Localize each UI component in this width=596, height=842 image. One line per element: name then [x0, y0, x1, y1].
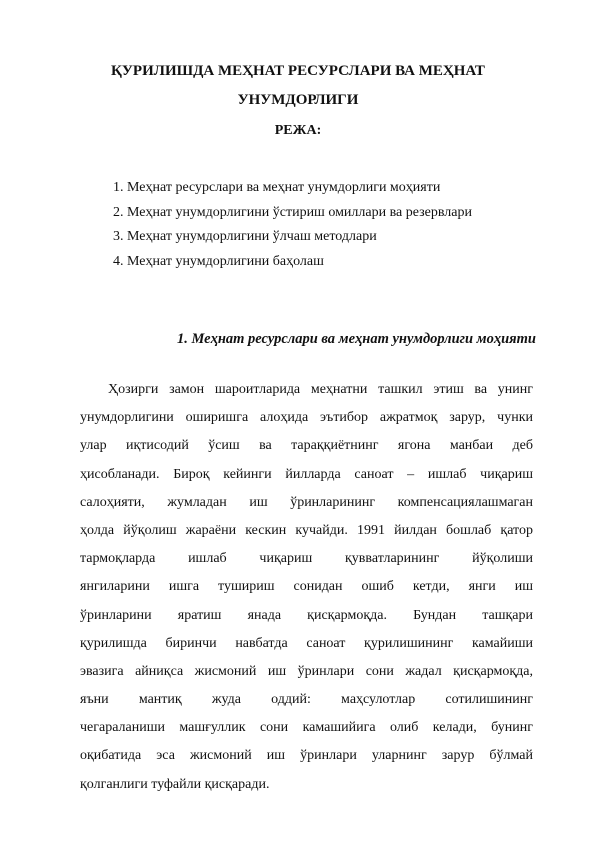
plan-item: 2. Меҳнат унумдорлигини ўстириш омиллари ва резервлари [113, 204, 472, 220]
plan-heading: РЕЖА: [274, 123, 322, 138]
paragraph-line: янгиларини ишга тушириш сонидан ошиб кетди, янги иш [80, 579, 533, 595]
paragraph-line: ҳолда йўқолиш жараёни кескин кучайди. 1991 йилдан бошлаб қатор [80, 522, 533, 538]
paragraph-line: оқибатида эса жисмоний иш ўринлари уларнинг зарур бўлмай [80, 748, 533, 764]
paragraph-line: салоҳияти, жумладан иш ўринларининг компенсациялашмаган [80, 494, 533, 510]
title-line-2: УНУМДОРЛИГИ [237, 92, 359, 108]
paragraph-line: ўринларини яратиш янада қисқармоқда. Бундан ташқари [80, 607, 533, 623]
paragraph-line: қурилишда биринчи навбатда саноат қурилишининг камайиши [80, 635, 533, 651]
plan-item: 4. Меҳнат унумдорлигини баҳолаш [113, 253, 324, 269]
plan-list [113, 176, 472, 274]
paragraph-line: чегараланиши машғуллик сони камашийига олиб келади, бунинг [80, 720, 533, 736]
document-title [70, 57, 526, 115]
paragraph-line: унумдорлигини оширишга алоҳида эътибор ажратмоқ зарур, чунки [80, 410, 533, 426]
paragraph-line: ҳисобланади. Бироқ кейинги йилларда саноат – ишлаб чиқариш [80, 466, 533, 482]
plan-item: 3. Меҳнат унумдорлигини ўлчаш методлари [113, 229, 377, 244]
section-heading: 1. Меҳнат ресурслари ва меҳнат унумдорлиги моҳияти [176, 331, 536, 347]
body-paragraph [80, 376, 533, 799]
plan-item: 1. Меҳнат ресурслари ва меҳнат унумдорлиги моҳияти [113, 180, 441, 195]
paragraph-line: Ҳозирги замон шароитларида меҳнатни ташкил этиш ва унинг [108, 382, 533, 397]
paragraph-line: тармоқларда ишлаб чиқариш қувватларининг йўқолиши [80, 551, 533, 567]
title-line-1: ҚУРИЛИШДА МЕҲНАТ РЕСУРСЛАРИ ВА МЕҲНАТ [111, 63, 485, 79]
paragraph-line: эвазига айниқса жисмоний иш ўринлари сони жадал қисқармоқда, [80, 663, 533, 679]
paragraph-line: қолганлиги туфайли қисқаради. [80, 776, 270, 792]
paragraph-line: яъни мантиқ жуда оддий: маҳсулотлар сотилишининг [80, 692, 533, 708]
paragraph-line: улар иқтисодий ўсиш ва тараққиётнинг ягона манбаи деб [80, 438, 533, 454]
